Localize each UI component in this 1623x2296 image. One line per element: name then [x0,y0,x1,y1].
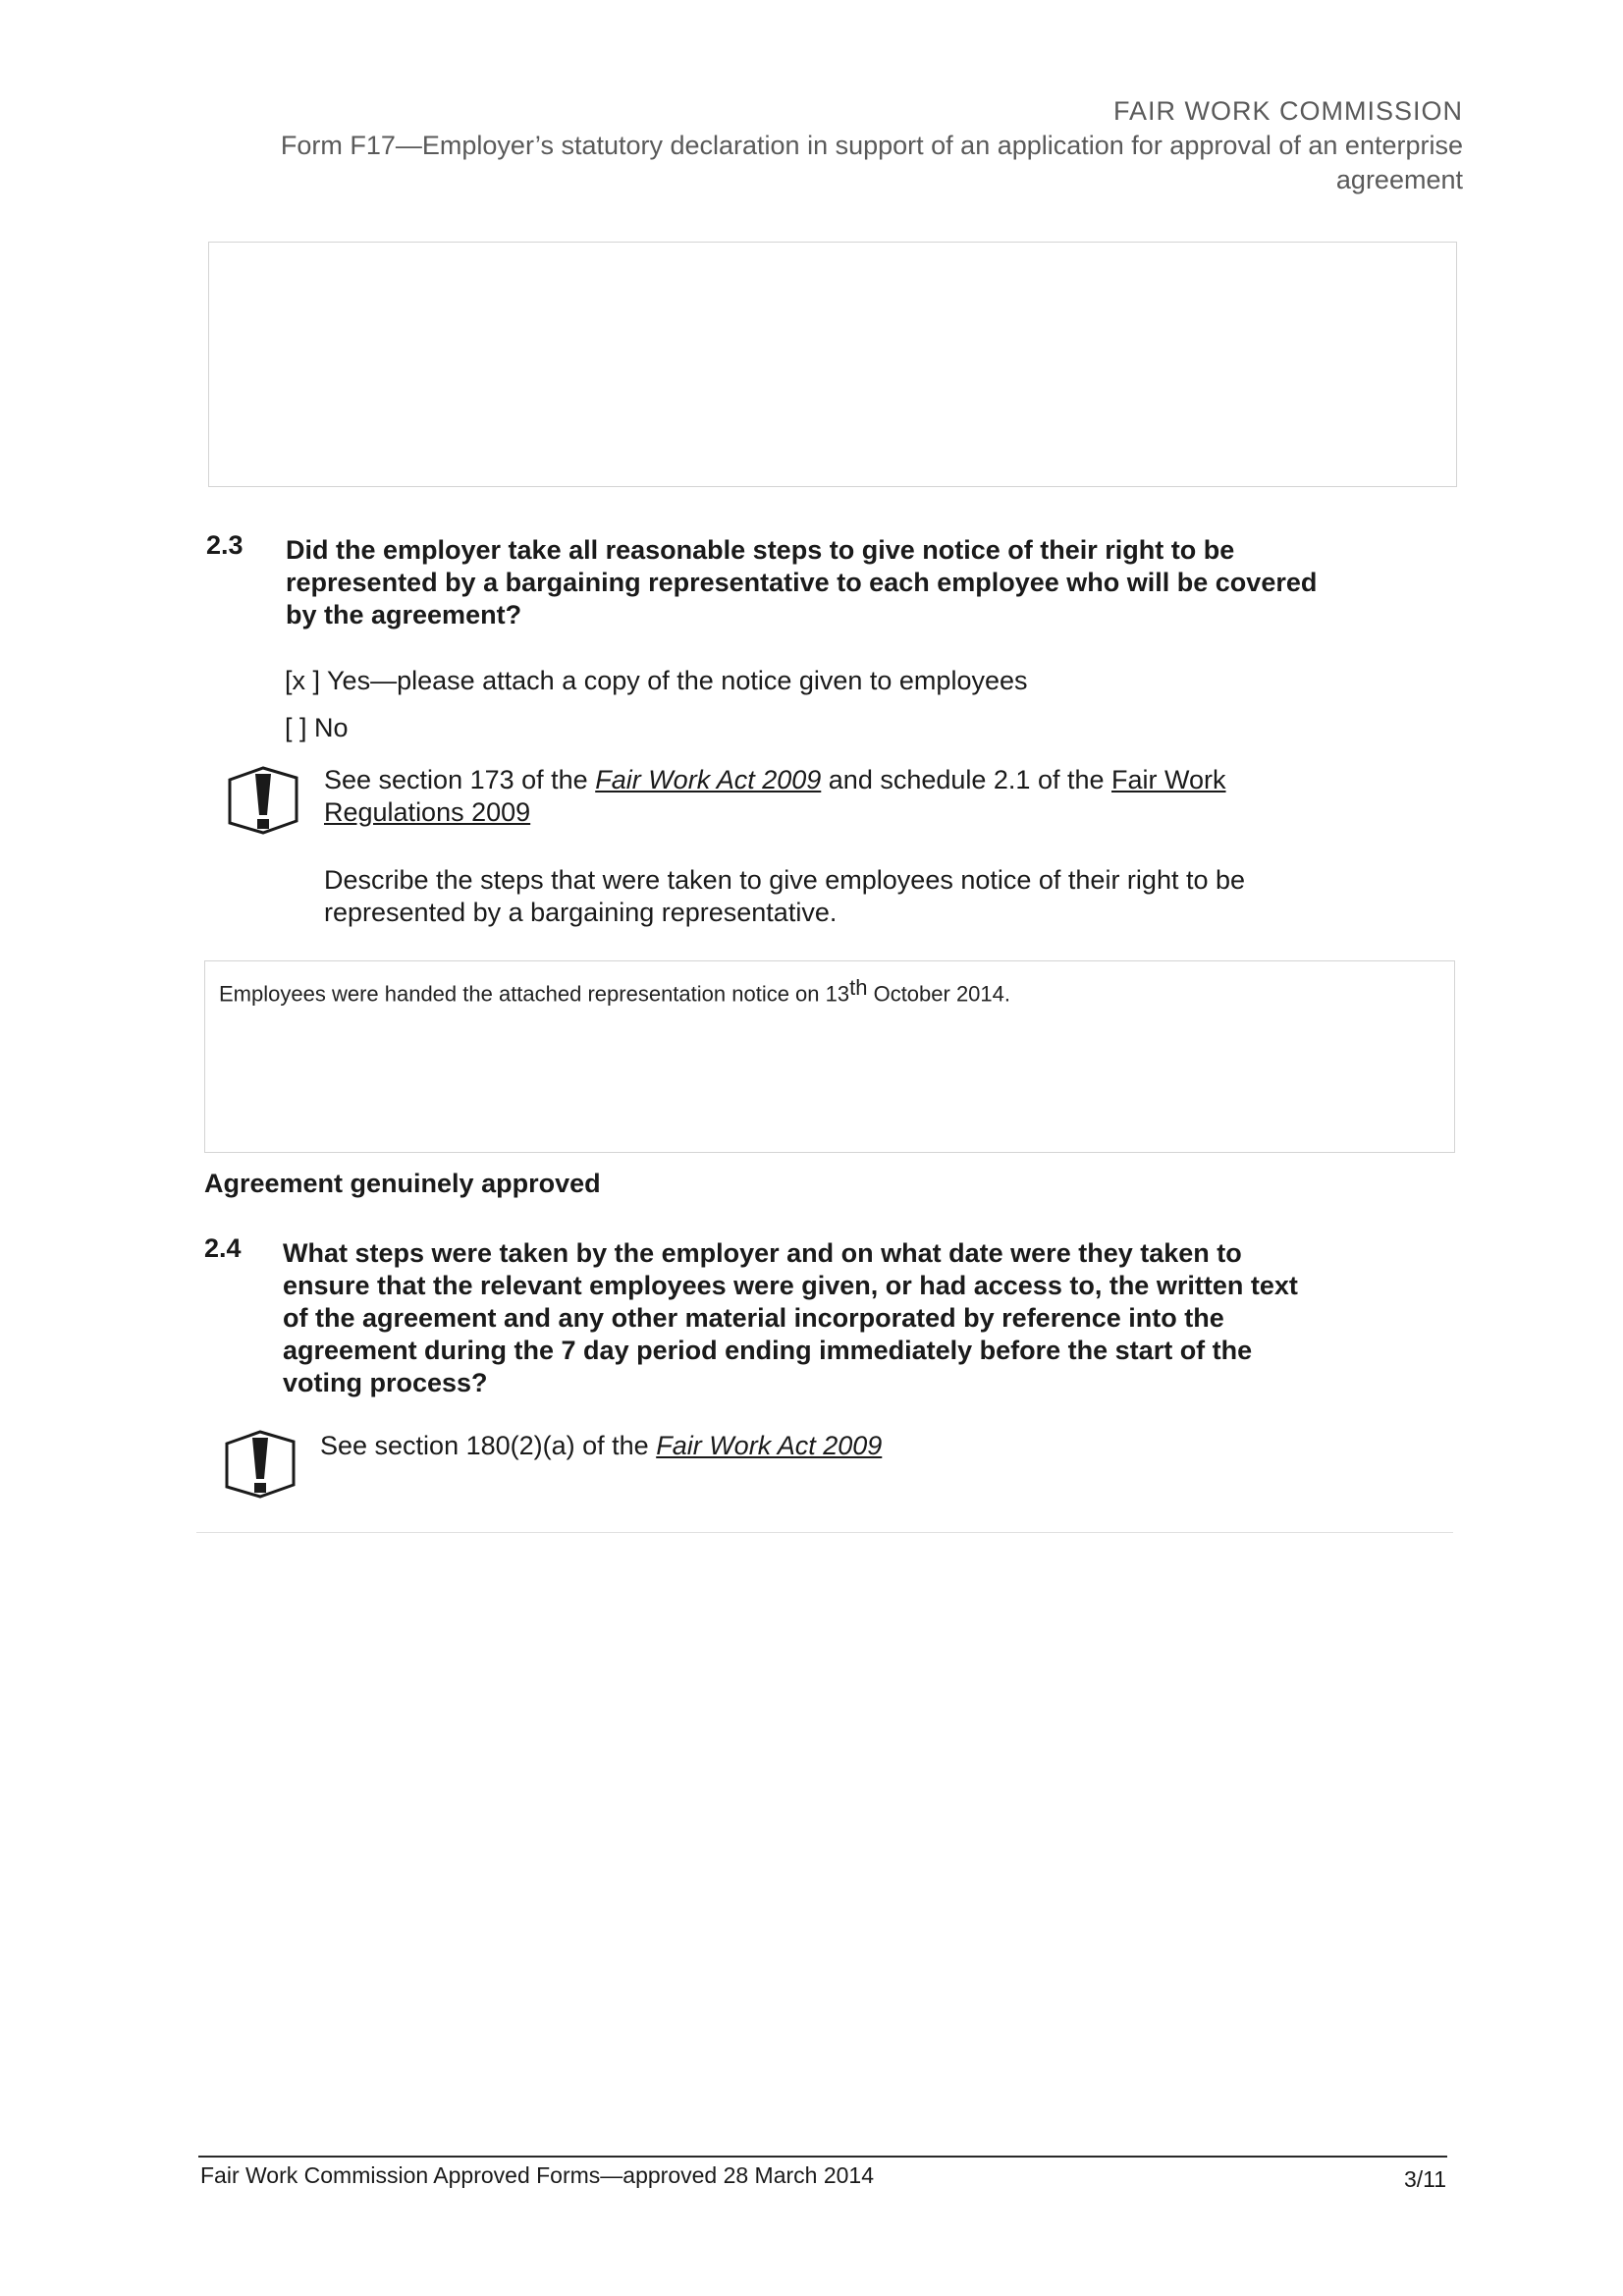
fair-work-act-link-2[interactable]: Fair Work Act 2009 [656,1431,883,1460]
q2-4-reference-note [320,1430,882,1462]
header-form-title-line1: Form F17—Employer’s statutory declaration in support of an application for approval of an enterprise [280,131,1463,160]
q2-3-describe-instructions [324,864,1245,929]
option-yes[interactable] [285,666,1028,696]
q2-3-question-line1: Did the employer take all reasonable steps to give notice of their right to be [286,535,1235,565]
previous-answer-box[interactable] [208,242,1457,487]
header-form-title-line2: agreement [1335,165,1463,194]
q2-4-question-line3: of the agreement and any other material incorporated by reference into the [283,1303,1224,1333]
option-no-checkbox[interactable]: [ ] [285,713,307,742]
option-yes-checkbox[interactable]: [x ] [285,666,321,695]
section-heading: Agreement genuinely approved [204,1169,601,1198]
fair-work-regulations-link-part1[interactable]: Fair Work [1111,765,1226,794]
q2-3-note-mid: and schedule 2.1 of the [821,765,1112,794]
q2-3-describe-line2: represented by a bargaining representative. [324,898,838,927]
q2-4-question-line2: ensure that the relevant employees were given, or had access to, the written text [283,1271,1298,1300]
q2-3-answer-box[interactable] [204,960,1455,1153]
q2-4-question [283,1237,1298,1399]
q2-4-question-line4: agreement during the 7 day period ending immediately before the start of the [283,1336,1253,1365]
option-no-label: No [314,713,349,742]
warning-icon [224,760,304,841]
q2-4-note-prefix: See section 180(2)(a) of the [320,1431,657,1460]
q2-4-question-line5: voting process? [283,1368,488,1397]
q2-3-answer-sup: th [849,975,868,1000]
warning-icon [221,1424,301,1504]
fair-work-act-link[interactable]: Fair Work Act 2009 [595,765,822,794]
q2-3-number: 2.3 [206,530,243,560]
q2-3-answer-suffix: October 2014. [867,981,1011,1007]
q2-4-question-line1: What steps were taken by the employer and on what date were they taken to [283,1238,1242,1268]
option-yes-label: Yes—please attach a copy of the notice given to employees [327,666,1028,695]
q2-3-question-line2: represented by a bargaining representative to each employee who will be covered [286,568,1318,597]
header-org: FAIR WORK COMMISSION [1112,96,1463,126]
footer-rule [198,2156,1447,2158]
q2-3-reference-note [324,764,1226,829]
q2-3-answer-prefix: Employees were handed the attached representation notice on 13 [219,981,850,1007]
fair-work-regulations-link-part2[interactable]: Regulations 2009 [324,797,531,827]
option-no[interactable] [285,713,349,743]
q2-3-question-line3: by the agreement? [286,600,522,629]
footer-approval-text: Fair Work Commission Approved Forms—approved 28 March 2014 [200,2162,875,2188]
page-header [196,94,1463,197]
q2-4-number: 2.4 [204,1233,242,1263]
q2-3-describe-line1: Describe the steps that were taken to give employees notice of their right to be [324,865,1246,895]
q2-3-question [286,534,1317,631]
q2-3-note-prefix: See section 173 of the [324,765,596,794]
section-divider [196,1532,1453,1533]
page-number: 3/11 [1403,2166,1446,2192]
